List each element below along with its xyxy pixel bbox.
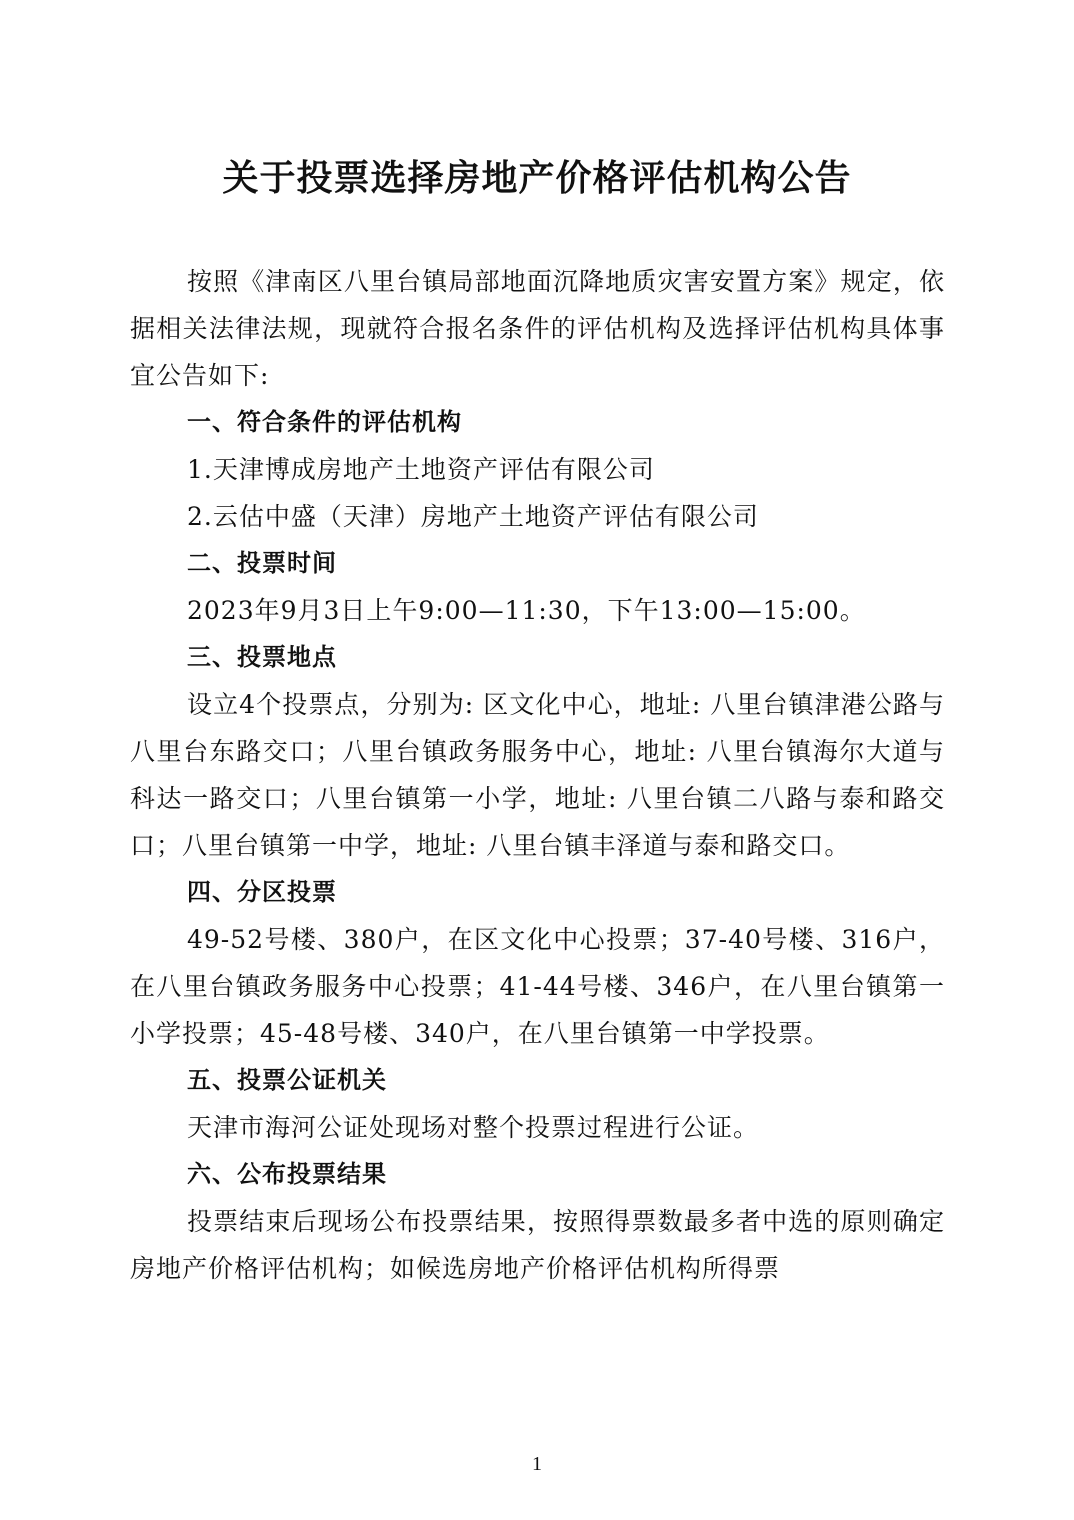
document-title: 关于投票选择房地产价格评估机构公告 <box>222 157 852 199</box>
page-number: 1 <box>532 1453 542 1475</box>
voting-time-text: 2023年9月3日上午9:00—11:30，下午13:00—15:00。 <box>187 596 866 625</box>
institution-item-2: 2.云估中盛（天津）房地产土地资产评估有限公司 <box>187 502 759 531</box>
section-heading-institutions: 一、符合条件的评估机构 <box>187 408 462 436</box>
section-heading-zoned-voting: 四、分区投票 <box>187 878 337 906</box>
results-text: 投票结束后现场公布投票结果，按照得票数最多者中选的原则确定房地产价格评估机构；如候选房地产价格评估机构所得票 <box>130 1207 945 1283</box>
zoned-voting-text: 49-52号楼、380户，在区文化中心投票；37-40号楼、316户，在八里台镇政务服务中心投票；41-44号楼、346户，在八里台镇第一小学投票；45-48号楼、340户，在八里台镇第一中学投票。 <box>130 925 945 1048</box>
voting-locations-text: 设立4个投票点，分别为: 区文化中心，地址: 八里台镇津港公路与八里台东路交口；八里台镇政务服务中心，地址: 八里台镇海尔大道与科达一路交口；八里台镇第一小学，地址: 八里台镇二八路与泰和路交口；八里台镇第一中学，地址: 八里台镇丰泽道与泰和路交口。 <box>130 690 945 860</box>
section-heading-voting-time: 二、投票时间 <box>187 549 337 577</box>
document-body <box>130 258 945 1292</box>
section-heading-voting-locations: 三、投票地点 <box>187 643 337 671</box>
institution-item-1: 1.天津博成房地产土地资产评估有限公司 <box>187 455 655 484</box>
section-heading-notary: 五、投票公证机关 <box>187 1066 387 1094</box>
notary-text: 天津市海河公证处现场对整个投票过程进行公证。 <box>187 1113 760 1142</box>
section-heading-results: 六、公布投票结果 <box>187 1160 387 1188</box>
intro-paragraph: 按照《津南区八里台镇局部地面沉降地质灾害安置方案》规定，依据相关法律法规，现就符合报名条件的评估机构及选择评估机构具体事宜公告如下: <box>130 267 945 390</box>
